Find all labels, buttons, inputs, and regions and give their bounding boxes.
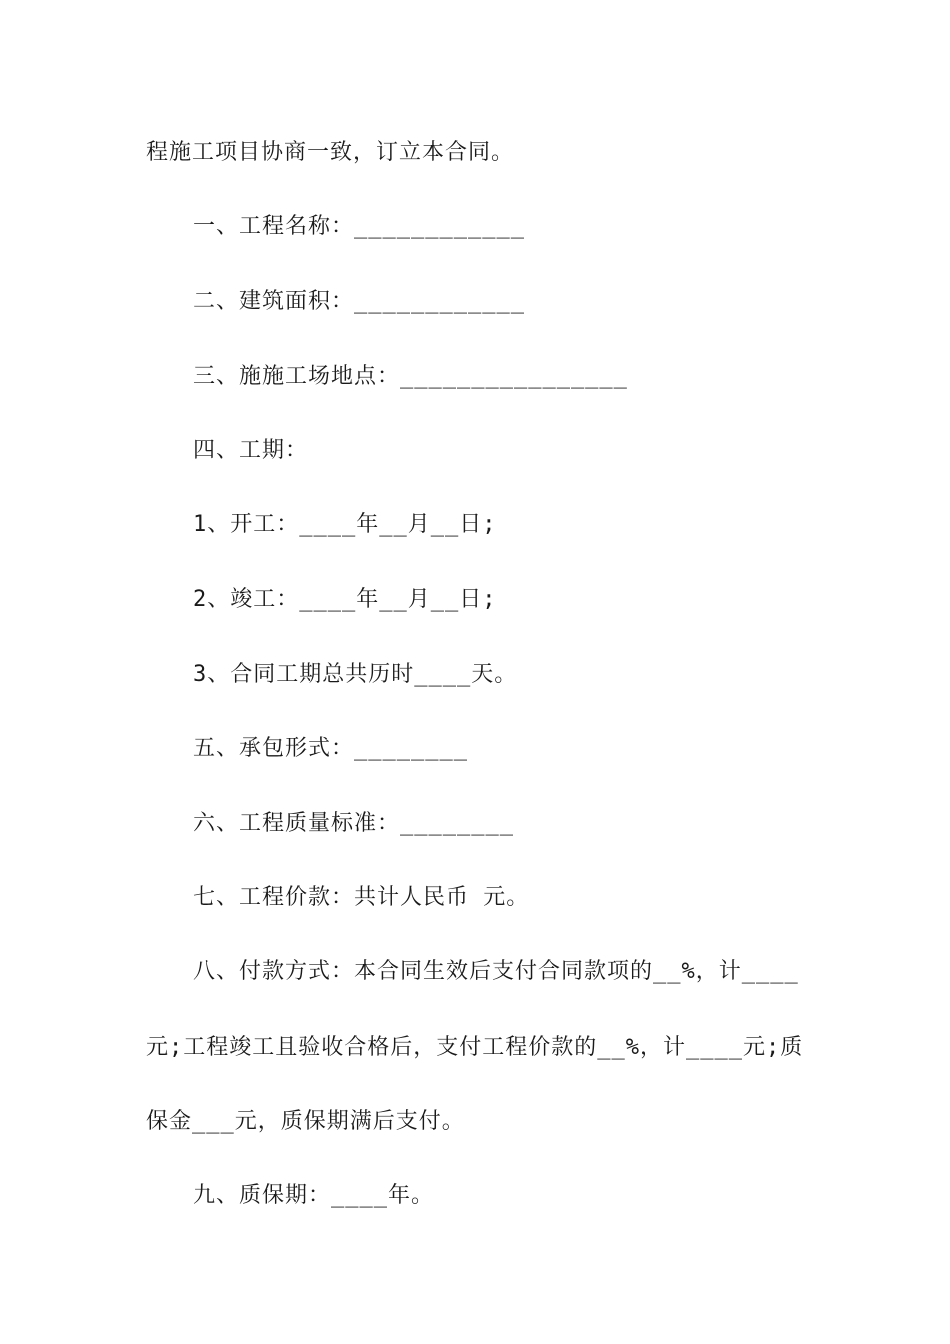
project-price-line: 七、工程价款：共计人民币 元。 bbox=[193, 885, 530, 910]
payment-method-line-1: 八、付款方式：本合同生效后支付合同款项的__%，计____ bbox=[193, 959, 799, 984]
site-location-line: 三、施施工场地点：________________ bbox=[193, 364, 628, 389]
intro-line: 程施工项目协商一致，订立本合同。 bbox=[146, 140, 515, 165]
payment-method-line-3: 保金___元，质保期满后支付。 bbox=[146, 1109, 465, 1134]
schedule-heading: 四、工期： bbox=[193, 438, 309, 463]
completion-date-line: 2、竣工：____年__月__日; bbox=[193, 587, 497, 612]
quality-standard-line: 六、工程质量标准：________ bbox=[193, 811, 514, 836]
warranty-period-line: 九、质保期：____年。 bbox=[193, 1183, 434, 1208]
duration-line: 3、合同工期总共历时____天。 bbox=[193, 662, 518, 687]
payment-method-line-2: 元;工程竣工且验收合格后，支付工程价款的__%，计____元;质 bbox=[146, 1035, 804, 1060]
start-date-line: 1、开工：____年__月__日; bbox=[193, 512, 497, 537]
building-area-line: 二、建筑面积：____________ bbox=[193, 289, 525, 314]
contract-form-line: 五、承包形式：________ bbox=[193, 736, 468, 761]
project-name-line: 一、工程名称：____________ bbox=[193, 214, 525, 239]
